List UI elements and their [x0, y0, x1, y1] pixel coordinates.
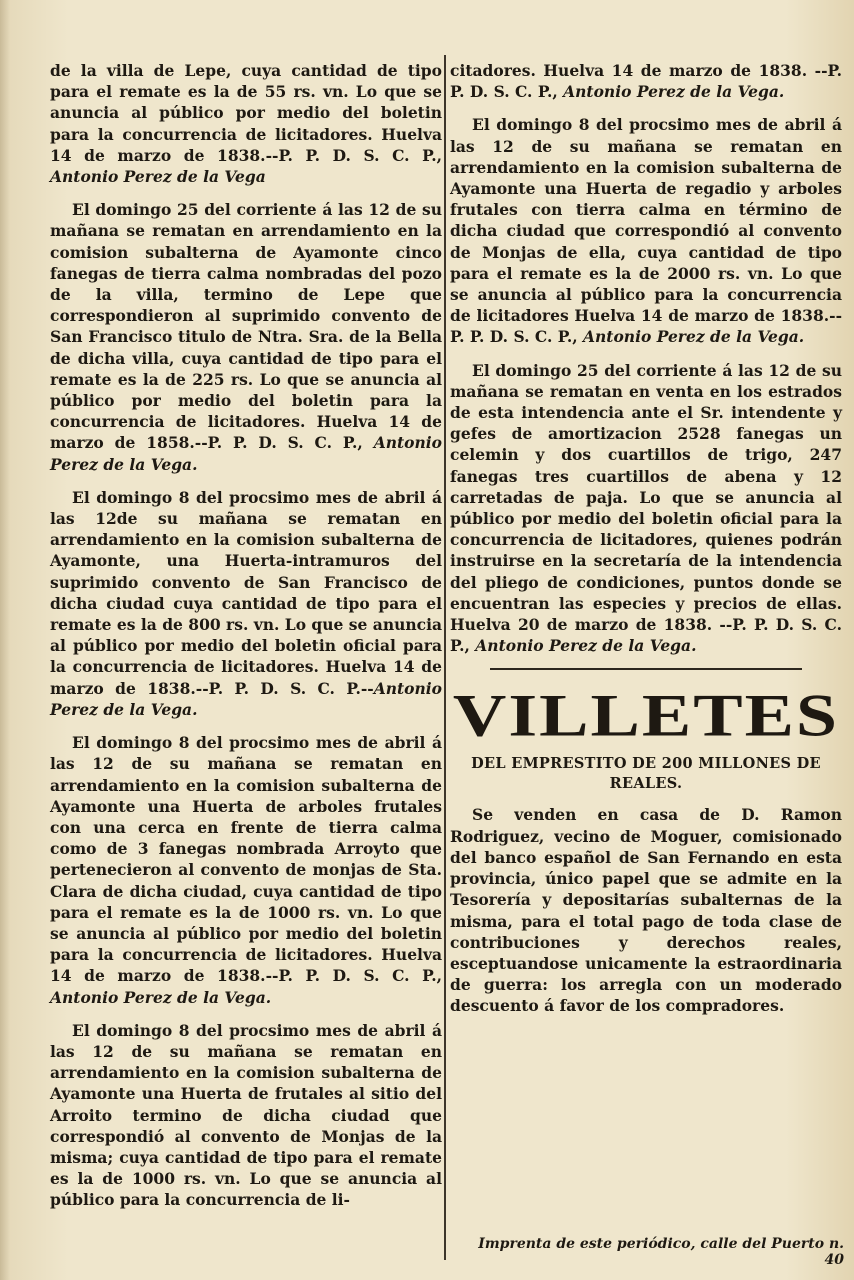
ad-body: Se venden en casa de D. Ramon Rodriguez, vecino de Moguer, comisionado del banco español de San Fernando en esta provincia, único papel que se admite en la Tesorería y depositarías subalternas de la misma, para el total pago de toda clase de contribuciones y derechos reales, esceptuandose unicamente la estraordinaria de guerra: los arregla con un moderado descuento á favor de los compradores. [450, 805, 842, 1016]
ad-title: VILLETES [452, 682, 840, 751]
printer-imprint: Imprenta de este periódico, calle del Puerto n. 40 [478, 1236, 844, 1268]
notice-paragraph: de la villa de Lepe, cuya cantidad de tipo para el remate es la de 55 rs. vn. Lo que se anuncia al público por medio del boletin para la concurrencia de licitadores. Huelva 14 de marzo de 1838.--P. P. D. S. C. P., Antonio Perez de la Vega [50, 61, 442, 187]
left-column [50, 60, 442, 1223]
notice-paragraph: El domingo 25 del corriente á las 12 de su mañana se rematan en arrendamiento en la comision subalterna de Ayamonte cinco fanegas de tierra calma nombradas del pozo de la villa, termino de Lepe que correspondieron al suprimido convento de San Francisco titulo de Ntra. Sra. de la Bella de dicha villa, cuya cantidad de tipo para el remate es la de 225 rs. Lo que se anuncia al público por medio del boletin para la concurrencia de licitadores. Huelva 14 de marzo de 1858.--P. P. D. S. C. P., Antonio Perez de la Vega. [50, 200, 442, 474]
notice-paragraph: citadores. Huelva 14 de marzo de 1838. --P. P. D. S. C. P., Antonio Perez de la Vega. [450, 61, 842, 102]
ad-subtitle: DEL EMPRESTITO DE 200 MILLONES DE REALES. [471, 755, 821, 793]
page-edge-shadow [0, 0, 10, 1280]
notice-paragraph: El domingo 8 del procsimo mes de abril á las 12 de su mañana se rematan en arrendamiento en la comision subalterna de Ayamonte una Huerta de arboles frutales con una cerca en frente de tierra calma como de 3 fanegas nombrada Arroyto que pertenecieron al convento de monjas de Sta. Clara de dicha ciudad, cuya cantidad de tipo para el remate es la de 1000 rs. vn. Lo que se anuncia al público por medio del boletin para la concurrencia de licitadores. Huelva 14 de marzo de 1838.--P. P. D. S. C. P., Antonio Perez de la Vega. [50, 733, 442, 1007]
notice-paragraph: El domingo 25 del corriente á las 12 de su mañana se rematan en venta en los estrados de esta intendencia ante el Sr. intendente y gefes de amortizacion 2528 fanegas un celemin y dos cuartillos de trigo, 247 fanegas tres cuartillos de abena y 12 carretadas de paja. Lo que se anuncia al público por medio del boletin oficial para la concurrencia de licitadores, quienes podrán instruirse en la secretaría de la intendencia del pliego de condiciones, puntos donde se encuentran las especies y precios de ellas. Huelva 20 de marzo de 1838. --P. P. D. S. C. P., Antonio Perez de la Vega. [450, 360, 842, 656]
notice-paragraph: El domingo 8 del procsimo mes de abril á las 12 de su mañana se rematan en arrendamiento en la comision subalterna de Ayamonte una Huerta de frutales al sitio del Arroito termino de dicha ciudad que correspondió al convento de Monjas de la misma; cuya cantidad de tipo para el remate es la de 1000 rs. vn. Lo que se anuncia al público para la concurrencia de li- [50, 1020, 442, 1210]
section-divider [490, 668, 802, 670]
notice-paragraph: El domingo 8 del procsimo mes de abril á las 12 de su mañana se rematan en arrendamiento en la comision subalterna de Ayamonte una Huerta de regadio y arboles frutales con tierra calma en término de dicha ciudad que correspondió al convento de Monjas de ella, cuya cantidad de tipo para el remate es la de 2000 rs. vn. Lo que se anuncia al público para la concurrencia de licitadores Huelva 14 de marzo de 1838.--P. P. D. S. C. P., Antonio Perez de la Vega. [450, 115, 842, 347]
column-rule [444, 55, 446, 1260]
notice-paragraph: El domingo 8 del procsimo mes de abril á las 12de su mañana se rematan en arrendamiento en la comision subalterna de Ayamonte, una Huerta-intramuros del suprimido convento de San Francisco de dicha ciudad cuya cantidad de tipo para el remate es la de 800 rs. vn. Lo que se anuncia al público por medio del boletin oficial para la concurrencia de licitadores. Huelva 14 de marzo de 1838.--P. P. D. S. C. P.--Antonio Perez de la Vega. [50, 487, 443, 719]
right-column [450, 60, 842, 1029]
